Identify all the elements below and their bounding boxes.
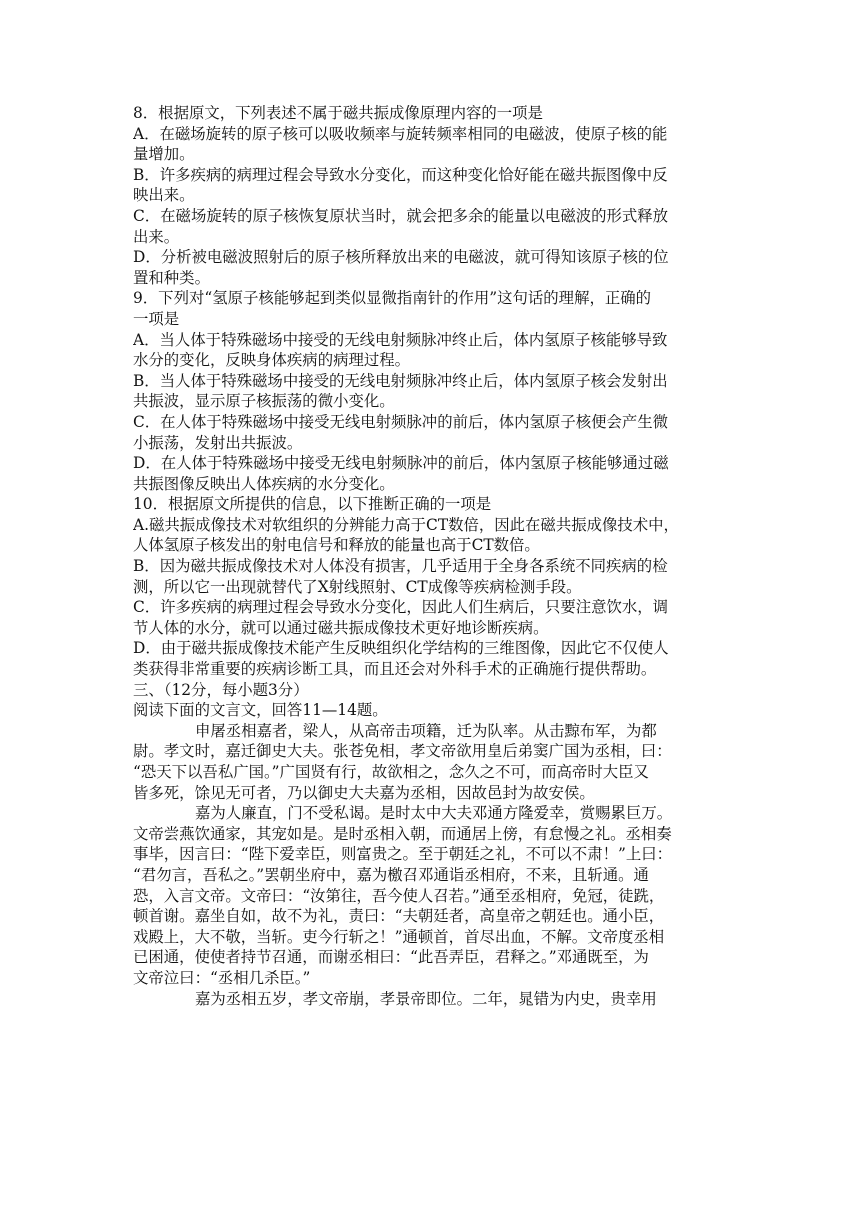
q8-option-d-cont: 置和种类。 xyxy=(133,268,210,287)
section-three-heading: 三、（12分，每小题3分） xyxy=(133,680,309,699)
q9-option-c-cont: 小振荡，发射出共振波。 xyxy=(133,433,303,452)
reading-instruction: 阅读下面的文言文，回答11—14题。 xyxy=(133,701,388,720)
passage-line: 已困通，使使者持节召通，而谢丞相曰：“此吾弄臣，君释之。”邓通既至，为 xyxy=(133,948,649,967)
passage-line: 文帝尝燕饮通家，其宠如是。是时丞相入朝，而通居上傍，有怠慢之礼。丞相奏 xyxy=(133,824,672,843)
passage-paragraph-1-start: 申屠丞相嘉者，梁人，从高帝击项籍，迁为队率。从击黥布军，为都 xyxy=(195,721,657,740)
q10-option-a-cont: 人体氢原子核发出的射电信号和释放的能量也高于CT数倍。 xyxy=(133,536,540,555)
q9-stem-cont: 一项是 xyxy=(133,309,180,328)
q9-option-c: C．在人体于特殊磁场中接受无线电射频脉冲的前后，体内氢原子核便会产生微 xyxy=(133,412,669,431)
q9-option-b-cont: 共振波，显示原子核振荡的微小变化。 xyxy=(133,392,395,411)
passage-line: “君勿言，吾私之。”罢朝坐府中，嘉为檄召邓通诣丞相府，不来，且斩通。通 xyxy=(133,865,649,884)
passage-line: 戏殿上，大不敬，当斩。吏今行斩之！”通顿首，首尽出血，不解。文帝度丞相 xyxy=(133,927,665,946)
q10-option-c: C．许多疾病的病理过程会导致水分变化，因此人们生病后，只要注意饮水，调 xyxy=(133,598,669,617)
passage-line: “恐天下以吾私广国。”广国贤有行，故欲相之，念久之不可，而高帝时大臣又 xyxy=(133,763,649,781)
q9-option-d-cont: 共振图像反映出人体疾病的水分变化。 xyxy=(133,474,395,493)
q8-option-c: C．在磁场旋转的原子核恢复原状当时，就会把多余的能量以电磁波的形式释放 xyxy=(133,206,669,225)
passage-line: 恐，入言文帝。文帝曰：“汝第往，吾今使人召若。”通至丞相府，免冠，徒跣， xyxy=(133,886,665,905)
q10-stem: 10．根据原文所提供的信息，以下推断正确的一项是 xyxy=(133,495,492,514)
passage-paragraph-3-start: 嘉为丞相五岁，孝文帝崩，孝景帝即位。二年，晁错为内史，贵幸用 xyxy=(195,989,657,1008)
q10-option-c-cont: 节人体的水分，就可以通过磁共振成像技术更好地诊断疾病。 xyxy=(133,618,549,637)
passage-line: 尉。孝文时，嘉迁御史大夫。张苍免相，孝文帝欲用皇后弟窦广国为丞相，曰： xyxy=(133,742,672,761)
passage-line: 文帝泣曰：“丞相几杀臣。” xyxy=(133,968,311,987)
q8-option-b-cont: 映出来。 xyxy=(133,186,195,205)
q9-option-a-cont: 水分的变化，反映身体疾病的病理过程。 xyxy=(133,351,411,370)
q10-option-d-cont: 类获得非常重要的疾病诊断工具，而且还会对外科手术的正确施行提供帮助。 xyxy=(133,660,657,679)
q10-option-a: A.磁共振成像技术对软组织的分辨能力高于CT数倍，因此在磁共振成像技术中， xyxy=(133,515,679,534)
q8-option-a: A．在磁场旋转的原子核可以吸收频率与旋转频率相同的电磁波，使原子核的能 xyxy=(133,124,668,143)
passage-line: 事毕，因言曰：“陛下爱幸臣，则富贵之。至于朝廷之礼，不可以不肃！”上曰： xyxy=(133,845,673,864)
passage-line: 顿首谢。嘉坐自如，故不为礼，责曰：“夫朝廷者，高皇帝之朝廷也。通小臣， xyxy=(133,907,665,926)
q10-option-b: B．因为磁共振成像技术对人体没有损害，几乎适用于全身各系统不同疾病的检 xyxy=(133,557,668,576)
q9-option-a: A．当人体于特殊磁场中接受的无线电射频脉冲终止后，体内氢原子核能够导致 xyxy=(133,330,668,349)
q8-stem: 8．根据原文，下列表述不属于磁共振成像原理内容的一项是 xyxy=(133,104,543,122)
q8-option-c-cont: 出来。 xyxy=(133,227,180,246)
q10-option-d: D．由于磁共振成像技术能产生反映组织化学结构的三维图像，因此它不仅使人 xyxy=(133,639,669,658)
q8-option-b: B．许多疾病的病理过程会导致水分变化，而这种变化恰好能在磁共振图像中反 xyxy=(133,165,668,184)
q8-option-d: D．分析被电磁波照射后的原子核所释放出来的电磁波，就可得知该原子核的位 xyxy=(133,248,669,267)
passage-line: 皆多死，馀见无可者，乃以御史大夫嘉为丞相，因故邑封为故安侯。 xyxy=(133,783,595,802)
q9-option-b: B．当人体于特殊磁场中接受的无线电射频脉冲终止后，体内氢原子核会发射出 xyxy=(133,371,668,390)
q10-option-b-cont: 测，所以它一出现就替代了X射线照射、CT成像等疾病检测手段。 xyxy=(133,577,582,596)
passage-paragraph-2-start: 嘉为人廉直，门不受私谒。是时太中大夫邓通方隆爱幸，赏赐累巨万。 xyxy=(195,804,673,823)
q9-option-d: D．在人体于特殊磁场中接受无线电射频脉冲的前后，体内氢原子核能够通过磁 xyxy=(133,454,669,473)
document-page xyxy=(133,103,737,1009)
q9-stem: 9．下列对“氢原子核能够起到类似显微指南针的作用”这句话的理解，正确的 xyxy=(133,289,652,308)
q8-option-a-cont: 量增加。 xyxy=(133,145,195,164)
